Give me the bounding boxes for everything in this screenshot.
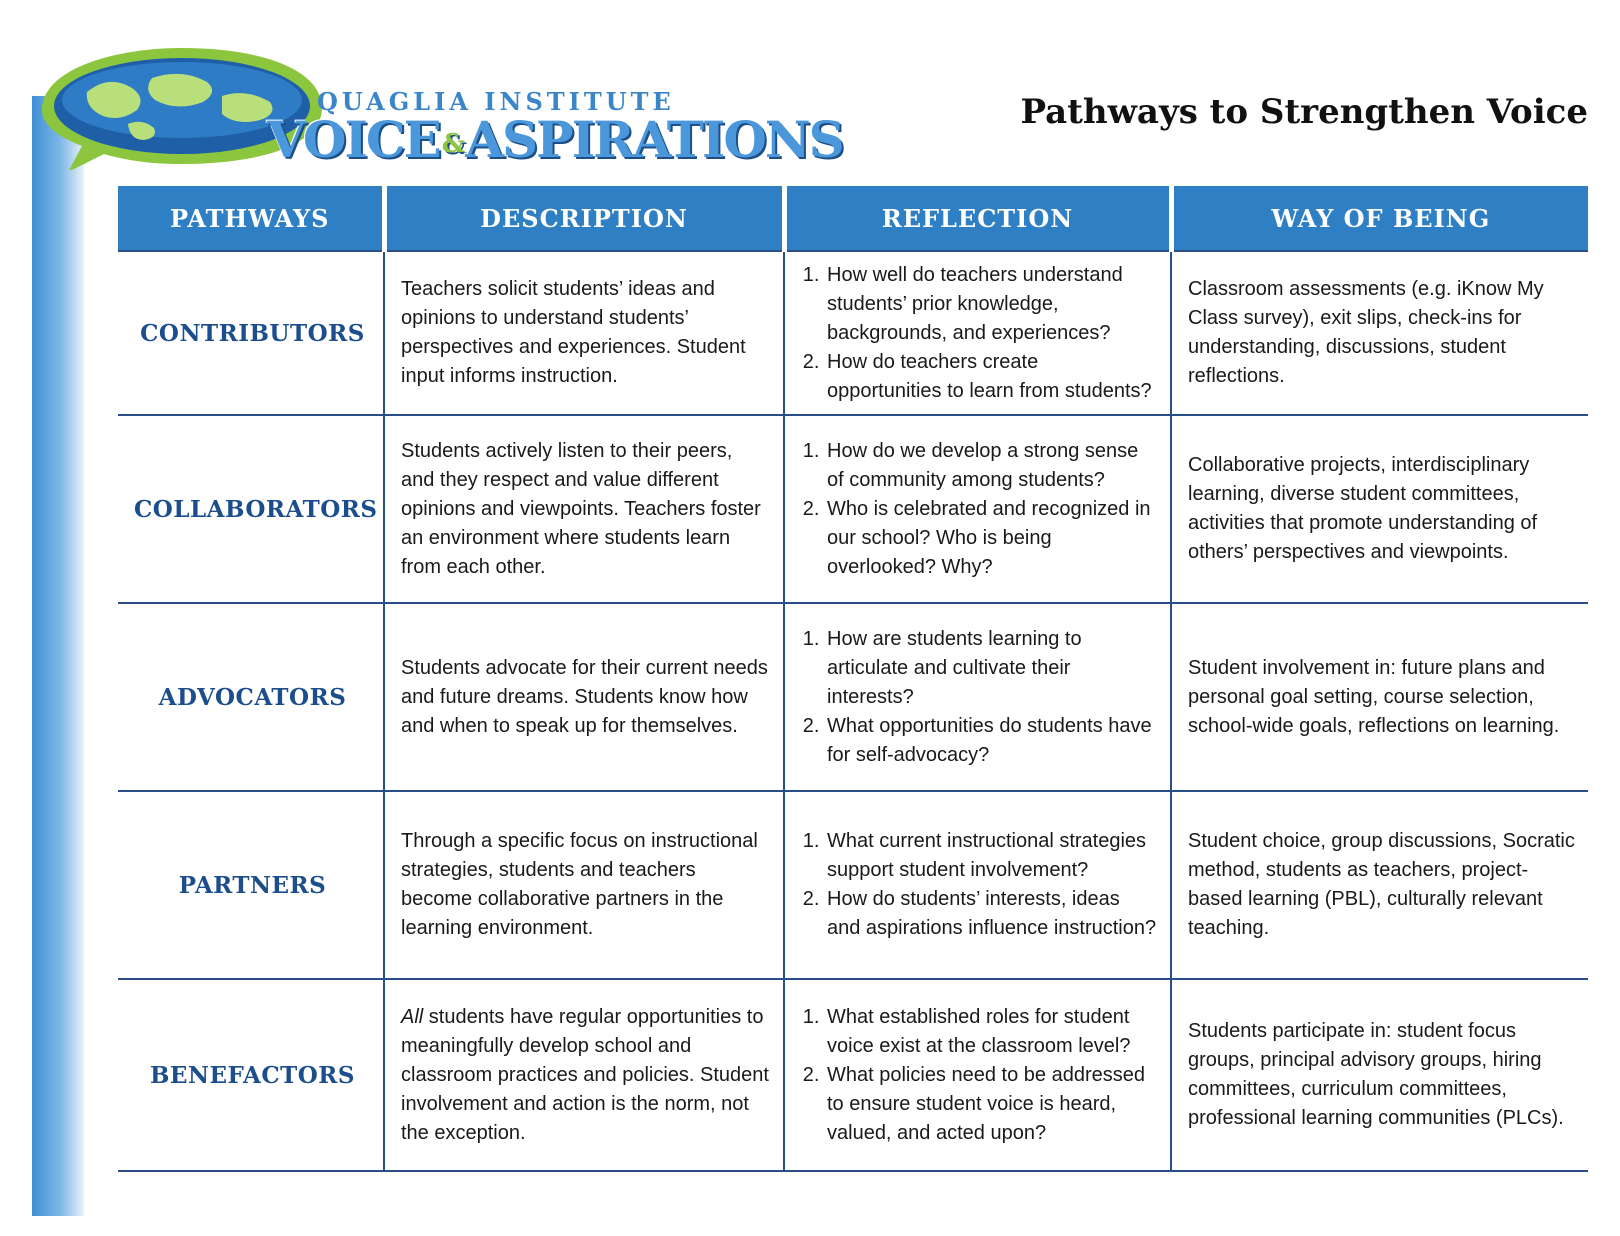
- logo-org-name: QUAGLIA INSTITUTE: [317, 87, 675, 116]
- column-header-way-of-being: WAY OF BEING: [1171, 186, 1588, 251]
- reflection-question: 2. What policies need to be addressed to ensure student voice is heard, valued, and acted upon?: [825, 1061, 1158, 1148]
- left-accent-bar: [32, 96, 84, 1216]
- table-row: [118, 791, 1588, 979]
- way-of-being-cell: Collaborative projects, interdisciplinary learning, diverse student committees, activities that promote understanding of others’ perspectives and viewpoints.: [1171, 415, 1588, 603]
- reflection-cell: [784, 791, 1171, 979]
- description-cell: Students advocate for their current needs and future dreams. Students know how and when to speak up for themselves.: [384, 603, 784, 791]
- reflection-question: 2. How do teachers create opportunities to learn from students?: [825, 348, 1158, 406]
- logo-brand-part2: ASPIRATIONS: [465, 110, 843, 169]
- description-cell: [384, 979, 784, 1171]
- column-header-description: DESCRIPTION: [384, 186, 784, 251]
- pathway-cell: PARTNERS: [118, 791, 384, 979]
- reflection-cell: [784, 251, 1171, 415]
- page-title: Pathways to Strengthen Voice: [1020, 92, 1588, 132]
- table-row: [118, 251, 1588, 415]
- description-cell: Through a specific focus on instructional strategies, students and teachers become collaborative partners in the learning environment.: [384, 791, 784, 979]
- reflection-question: 1. How well do teachers understand students’ prior knowledge, backgrounds, and experiences?: [825, 261, 1158, 348]
- reflection-question: 2. What opportunities do students have for self-advocacy?: [825, 712, 1158, 770]
- table-row: [118, 603, 1588, 791]
- description-emphasis: All: [401, 1005, 424, 1028]
- reflection-list: [801, 827, 1158, 943]
- reflection-list: [801, 437, 1158, 582]
- pathway-cell: COLLABORATORS: [118, 415, 384, 603]
- logo-brand-name: [267, 110, 843, 169]
- pathways-table: [118, 186, 1588, 1172]
- pathway-cell: CONTRIBUTORS: [118, 251, 384, 415]
- way-of-being-cell: Student involvement in: future plans and personal goal setting, course selection, school-wide goals, reflections on learning.: [1171, 603, 1588, 791]
- table-row: [118, 415, 1588, 603]
- reflection-cell: [784, 415, 1171, 603]
- way-of-being-cell: Classroom assessments (e.g. iKnow My Class survey), exit slips, check-ins for understanding, discussions, student reflections.: [1171, 251, 1588, 415]
- pathway-cell: BENEFACTORS: [118, 979, 384, 1171]
- logo-brand-amp: &: [441, 129, 464, 159]
- reflection-list: [801, 625, 1158, 770]
- reflection-cell: [784, 979, 1171, 1171]
- description-text: students have regular opportunities to meaningfully develop school and classroom practices and policies. Student involvement and action is the norm, not the exception.: [401, 1005, 769, 1144]
- pathway-cell: ADVOCATORS: [118, 603, 384, 791]
- reflection-list: [801, 1003, 1158, 1148]
- reflection-question: 1. How do we develop a strong sense of community among students?: [825, 437, 1158, 495]
- logo-brand-part1: VOICE: [267, 110, 440, 169]
- description-cell: Teachers solicit students’ ideas and opinions to understand students’ perspectives and experiences. Student input informs instruction.: [384, 251, 784, 415]
- way-of-being-cell: Student choice, group discussions, Socratic method, students as teachers, project-based learning (PBL), culturally relevant teaching.: [1171, 791, 1588, 979]
- reflection-question: 1. How are students learning to articulate and cultivate their interests?: [825, 625, 1158, 712]
- description-cell: Students actively listen to their peers, and they respect and value different opinions and viewpoints. Teachers foster an environment where students learn from each other.: [384, 415, 784, 603]
- reflection-cell: [784, 603, 1171, 791]
- column-header-reflection: REFLECTION: [784, 186, 1171, 251]
- reflection-question: 1. What current instructional strategies support student involvement?: [825, 827, 1158, 885]
- way-of-being-cell: Students participate in: student focus groups, principal advisory groups, hiring committees, curriculum committees, professional learning communities (PLCs).: [1171, 979, 1588, 1171]
- logo: [32, 40, 843, 170]
- reflection-question: 1. What established roles for student voice exist at the classroom level?: [825, 1003, 1158, 1061]
- reflection-list: [801, 261, 1158, 406]
- table-row: [118, 979, 1588, 1171]
- reflection-question: 2. Who is celebrated and recognized in our school? Who is being overlooked? Why?: [825, 495, 1158, 582]
- table-header-row: [118, 186, 1588, 251]
- reflection-question: 2. How do students’ interests, ideas and aspirations influence instruction?: [825, 885, 1158, 943]
- column-header-pathways: PATHWAYS: [118, 186, 384, 251]
